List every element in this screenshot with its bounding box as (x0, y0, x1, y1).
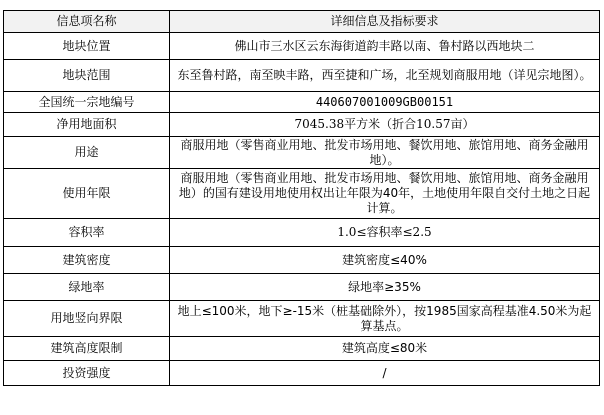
table-row (4, 247, 600, 274)
row-value: 商服用地（零售商业用地、批发市场用地、餐饮用地、旅馆用地、商务金融用地）的国有建设用地使用权出让年限为40年，土地使用年限自交付土地之日起计算。 (170, 169, 600, 219)
row-value: 建筑密度≤40% (170, 247, 600, 274)
table-row (4, 361, 600, 386)
row-value: / (170, 361, 600, 386)
row-label: 建筑密度 (4, 247, 170, 274)
table-row (4, 219, 600, 247)
row-label: 全国统一宗地编号 (4, 92, 170, 113)
table-row (4, 113, 600, 137)
row-value: 440607001009GB00151 (170, 92, 600, 113)
table-row (4, 169, 600, 219)
table-row (4, 137, 600, 169)
row-label: 用途 (4, 137, 170, 169)
table-row (4, 274, 600, 301)
row-value: 1.0≤容积率≤2.5 (170, 219, 600, 247)
table-row (4, 60, 600, 92)
row-label: 地块范围 (4, 60, 170, 92)
table-row (4, 301, 600, 337)
row-label: 建筑高度限制 (4, 337, 170, 361)
header-detail: 详细信息及指标要求 (170, 11, 600, 33)
row-label: 绿地率 (4, 274, 170, 301)
row-label: 使用年限 (4, 169, 170, 219)
row-label: 容积率 (4, 219, 170, 247)
row-label: 用地竖向界限 (4, 301, 170, 337)
row-label: 投资强度 (4, 361, 170, 386)
row-label: 净用地面积 (4, 113, 170, 137)
header-item-name: 信息项名称 (4, 11, 170, 33)
table-row (4, 92, 600, 113)
row-label: 地块位置 (4, 33, 170, 60)
table-header-row (4, 11, 600, 33)
table-row (4, 337, 600, 361)
table-row (4, 33, 600, 60)
row-value: 地上≤100米，地下≥-15米（桩基础除外），按1985国家高程基准4.50米为起算基点。 (170, 301, 600, 337)
land-info-table (3, 10, 600, 386)
row-value: 建筑高度≤80米 (170, 337, 600, 361)
row-value: 佛山市三水区云东海街道韵丰路以南、鲁村路以西地块二 (170, 33, 600, 60)
row-value: 商服用地（零售商业用地、批发市场用地、餐饮用地、旅馆用地、商务金融用地）。 (170, 137, 600, 169)
row-value: 绿地率≥35% (170, 274, 600, 301)
row-value: 东至鲁村路，南至映丰路，西至捷和广场，北至规划商服用地（详见宗地图）。 (170, 60, 600, 92)
row-value: 7045.38平方米（折合10.57亩） (170, 113, 600, 137)
